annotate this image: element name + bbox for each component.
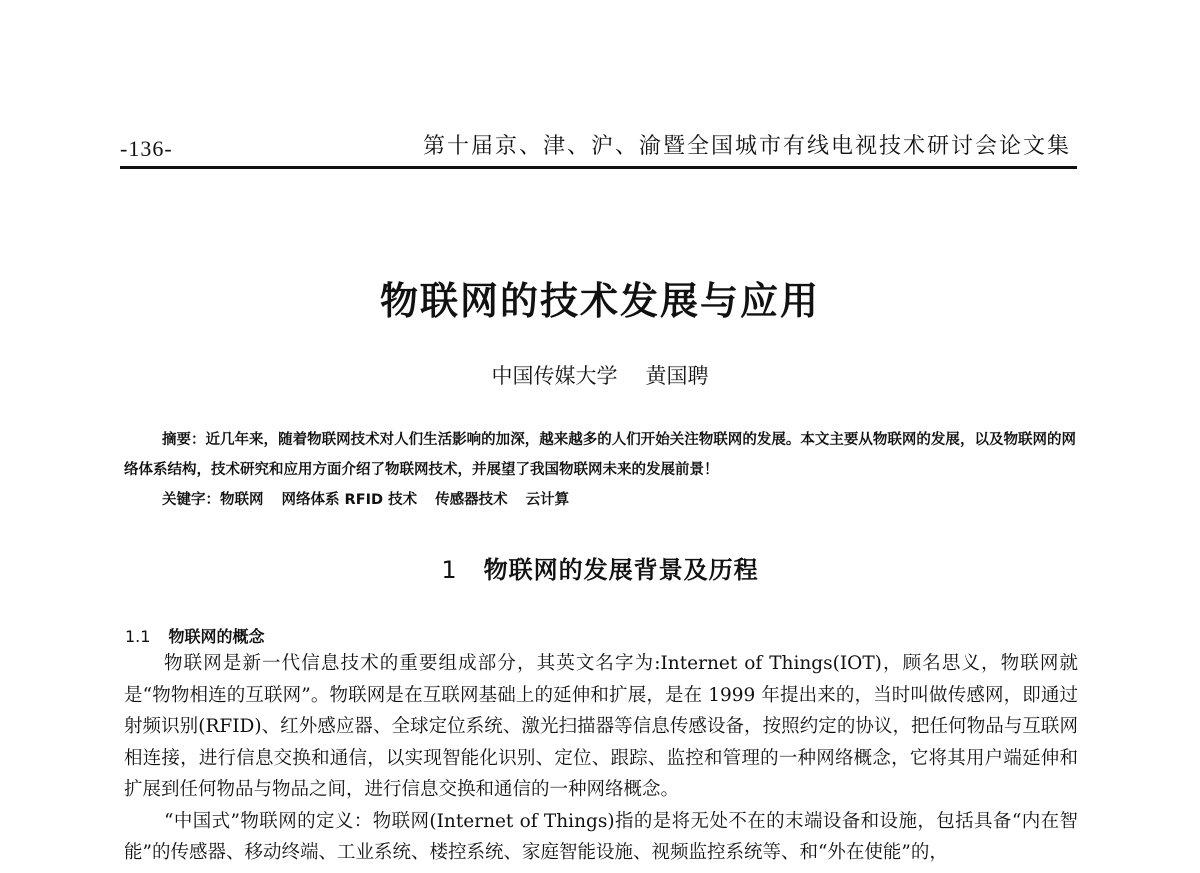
subsection-number: 1.1 [125,627,151,646]
running-title: 第十届京、津、沪、渝暨全国城市有线电视技术研讨会论文集 [422,134,1071,159]
section-heading [0,550,1200,585]
paper-title: 物联网的技术发展与应用 [379,279,820,323]
section-number: 1 [441,556,458,584]
subsection-title: 物联网的概念 [168,627,265,646]
author-line [0,360,1200,390]
keyword-item: 网络体系 RFID 技术 [281,492,418,508]
body-text [124,648,1078,869]
body-paragraph: “中国式”物联网的定义：物联网(Internet of Things)指的是将无处不在的末端设备和设施，包括具备“内在智能”的传感器、移动终端、工业系统、楼控系统、家庭智能设施、视频监控系统等、和“外在使能”的， [124,810,1078,863]
page-number: -136- [120,136,173,161]
keyword-item: 物联网 [220,492,264,508]
author-affiliation: 中国传媒大学 [491,364,618,388]
abstract: 摘要：近几年来，随着物联网技术对人们生活影响的加深，越来越多的人们开始关注物联网的发展。本文主要从物联网的发展，以及物联网的网络体系结构，技术研究和应用方面介绍了物联网技术，并展望了我国物联网未来的发展前景！ [124,432,1076,478]
keywords-label: 关键字： [162,492,220,508]
keywords [162,488,587,509]
author-name: 黄国聘 [645,364,709,388]
body-paragraph: 物联网是新一代信息技术的重要组成部分，其英文名字为:Internet of Things(IOT)，顾名思义，物联网就是“物物相连的互联网”。物联网是在互联网基础上的延伸和扩展，是在 1999 年提出来的，当时叫做传感网，即通过射频识别(RFID)、红外感应器、全球定位系统、激光扫描器等信息传感设备，按照约定的协议，把任何物品与互联网相连接，进行信息交换和通信，以实现智能化识别、定位、跟踪、监控和管理的一种网络概念，它将其用户端延伸和扩展到任何物品与物品之间，进行信息交换和通信的一种网络概念。 [124,653,1078,800]
section-title: 物联网的发展背景及历程 [483,556,759,584]
running-header [120,126,1077,169]
subsection-heading [125,624,264,647]
keyword-item: 云计算 [525,492,570,508]
keyword-item: 传感器技术 [435,492,508,508]
